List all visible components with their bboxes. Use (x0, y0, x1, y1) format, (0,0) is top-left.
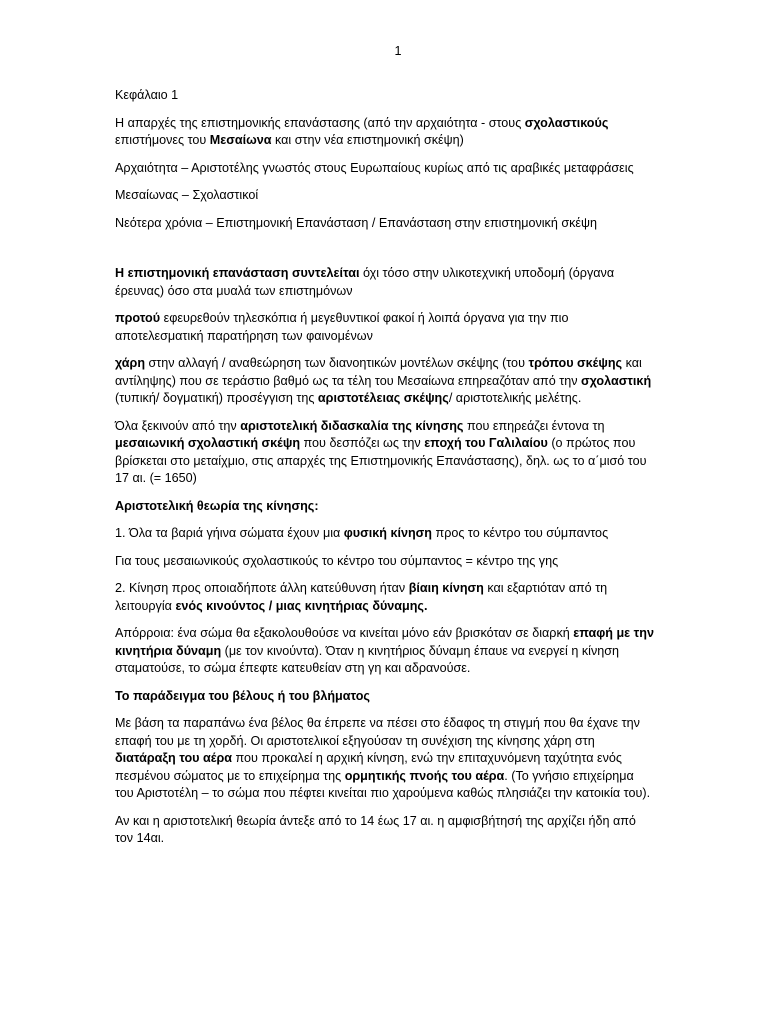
bold-text: Το παράδειγμα του βέλους ή του βλήματος (115, 688, 370, 703)
bold-text: βίαιη κίνηση (408, 581, 484, 595)
bold-text: προτού (115, 311, 161, 325)
bold-text: Αριστοτελική θεωρία της κίνησης: (115, 498, 319, 513)
text-run: προς το κέντρο του σύμπαντος (432, 526, 609, 540)
text-run: Απόρροια: ένα σώμα θα εξακολουθούσε να κινείται μόνο εάν βρισκόταν σε διαρκή (115, 626, 574, 640)
bold-text: σχολαστικούς (524, 115, 609, 130)
bold-text: φυσική κίνηση (343, 526, 432, 540)
chapter-title (115, 115, 655, 150)
text-run: 2. Κίνηση προς οποιαδήποτε άλλη κατεύθυνση ήταν (115, 581, 409, 595)
text-run: επιστήμονες του (115, 133, 210, 147)
bold-text: ενός κινούντος / μιας κινητήριας δύναμης. (175, 598, 428, 613)
text-run: Με βάση τα παραπάνω ένα βέλος θα έπρεπε να πέσει στο έδαφος τη στιγμή που θα έχανε την επαφή του με τη χορδή. Οι αριστοτελικοί εξηγούσαν τη συνέχιση της κίνησης χάρη στη (115, 716, 640, 748)
text-run: 1. Όλα τα βαριά γήινα σώματα έχουν μια (115, 526, 344, 540)
point-2 (115, 580, 655, 615)
text-run: (με τον κινούντα). Όταν η κινητήριος δύναμη έπαυε να ενεργεί η κίνηση σταματούσε, το σώμα έπεφτε κατευθείαν στη γη και αδρανούσε. (115, 643, 620, 675)
text-run: Αν και η αριστοτελική θεωρία άντεξε από το 14 έως 17 αι. η αμφισβήτησή της αρχίζει ήδη από τον 14αι. (115, 813, 636, 845)
consequence-paragraph (115, 625, 655, 678)
bold-text: σχολαστική (581, 373, 652, 388)
text-run: Όλα ξεκινούν από την (115, 418, 241, 433)
text-run: (ο πρώτος που βρίσκεται στο μεταίχμιο, στις απαρχές της Επιστημονικής Επανάστασης), δηλ. ως το α΄μισό του 17 αι. (= 1650) (115, 436, 647, 485)
bold-text: ορμητικής πνοής του αέρα (344, 768, 505, 783)
text-run: Κεφάλαιο 1 (115, 88, 179, 102)
bold-text: αριστοτελική διδασκαλία της κίνησης (240, 418, 464, 433)
earth-center-line (115, 553, 655, 571)
thanks-paragraph (115, 355, 655, 408)
document-body (115, 87, 655, 858)
revolution-paragraph (115, 265, 655, 300)
text-run: στην αλλαγή / αναθεώρηση των διανοητικών μοντέλων σκέψης (του (145, 356, 529, 370)
bold-text: Μεσαίωνα (209, 133, 272, 147)
text-run: που δεσπόζει ως την (300, 436, 425, 450)
point-1 (115, 525, 655, 543)
telescopes-paragraph (115, 310, 655, 345)
text-run: όχι τόσο στην υλικοτεχνική υποδομή (όργανα έρευνας) όσο στα μυαλά των επιστημόνων (115, 266, 615, 298)
text-run: που επηρεάζει έντονα τη (463, 418, 605, 433)
motion-teaching-paragraph (115, 418, 655, 488)
text-run: Αρχαιότητα – Αριστοτέλης γνωστός στους Ευρωπαίους κυρίως από τις αραβικές μεταφράσεις (115, 160, 634, 175)
text-run: . (Το γνήσιο επιχείρημα του Αριστοτέλη – το σώμα που πέφτει κινείται πιο χαρούμενα καθώς πλησιάζει την κατοικία του). (115, 768, 651, 800)
page-number: 1 (394, 44, 402, 58)
bold-text: χάρη (115, 356, 146, 370)
bold-text: μεσαιωνική σχολαστική σκέψη (115, 436, 301, 450)
text-run: Νεότερα χρόνια – Επιστημονική Επανάσταση / Επανάσταση στην επιστημονική σκέψη (115, 215, 598, 230)
arrow-paragraph (115, 715, 655, 803)
text-run: Η απαρχές της επιστημονικής επανάστασης (από την αρχαιότητα - στους (115, 115, 525, 130)
bold-text: Η επιστημονική επανάσταση συντελείται (115, 266, 360, 280)
antiquity-line (115, 160, 655, 178)
arrow-heading (115, 688, 655, 706)
bold-text: εποχή του Γαλιλαίου (424, 436, 548, 450)
text-run: εφευρεθούν τηλεσκόπια ή μεγεθυντικοί φακοί ή λοιπά όργανα για την πιο αποτελεσματική παρατήρηση των φαινομένων (115, 311, 569, 343)
bold-text: επαφή με την κινητήρια δύναμη (115, 626, 654, 658)
text-run: Για τους μεσαιωνικούς σχολαστικούς το κέντρο του σύμπαντος = κέντρο της γης (115, 553, 559, 568)
text-run: Μεσαίωνας – Σχολαστικοί (115, 188, 259, 202)
text-run: που προκαλεί η αρχική κίνηση, ενώ την επιταχυνόμενη ταχύτητα ενός πεσμένου σώματος με το επιχείρημα της (115, 751, 622, 783)
dispute-paragraph (115, 813, 655, 848)
middle-ages-line (115, 187, 655, 205)
text-run: και στην νέα επιστημονική σκέψη) (271, 133, 464, 147)
text-run: (τυπική/ δογματική) προσέγγιση της (115, 391, 318, 405)
text-run: και εξαρτιόταν από τη λειτουργία (115, 581, 608, 613)
text-run: και αντίληψης) που σε τεράστιο βαθμό ως τα τέλη του Μεσαίωνα επηρεαζόταν από την (115, 356, 642, 388)
bold-text: αριστοτέλειας σκέψης (317, 391, 449, 405)
modern-times-line (115, 215, 655, 233)
bold-text: διατάραξη του αέρα (115, 751, 232, 765)
theory-heading (115, 498, 655, 516)
text-run: / αριστοτελικής μελέτης. (448, 391, 582, 405)
bold-text: τρόπου σκέψης (528, 356, 623, 370)
chapter-heading (115, 87, 655, 105)
